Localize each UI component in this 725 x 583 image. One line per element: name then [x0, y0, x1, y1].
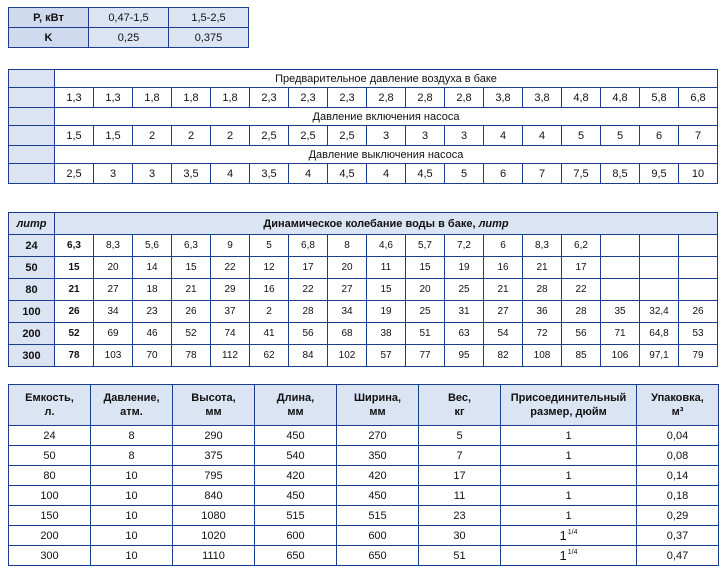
fluctuation-value: 108	[523, 345, 562, 367]
k-label: K	[9, 28, 89, 48]
specs-cell-conn	[501, 506, 637, 526]
specs-header-cell	[637, 385, 719, 426]
on-pressure-value: 1,5	[55, 126, 94, 146]
specs-cell-w: 270	[337, 426, 419, 446]
fluctuation-value	[601, 257, 640, 279]
fluctuation-value: 27	[94, 279, 133, 301]
specs-cell-wt: 11	[419, 486, 501, 506]
tank-specs-table	[8, 384, 719, 566]
fluctuation-value: 95	[445, 345, 484, 367]
specs-cell-h: 290	[173, 426, 255, 446]
off-pressure-title-row	[9, 146, 718, 164]
specs-cell-press: 10	[91, 506, 173, 526]
off-pressure-value: 4,5	[328, 164, 367, 184]
pre-pressure-title-row	[9, 70, 718, 88]
fluctuation-value: 54	[484, 323, 523, 345]
off-pressure-value: 4	[289, 164, 328, 184]
header-line-2: мм	[369, 406, 386, 418]
specs-cell-cap: 150	[9, 506, 91, 526]
fluctuation-value: 16	[484, 257, 523, 279]
specs-cell-w: 650	[337, 546, 419, 566]
specs-cell-w: 350	[337, 446, 419, 466]
specs-cell-l: 650	[255, 546, 337, 566]
fluctuation-value: 17	[289, 257, 328, 279]
connection-size: 1	[565, 429, 572, 442]
on-pressure-value: 4	[484, 126, 523, 146]
header-line-1: Присоединительный	[510, 392, 627, 404]
pre-pressure-value: 4,8	[562, 88, 601, 108]
specs-cell-press: 10	[91, 526, 173, 546]
header-line-1: Высота,	[191, 392, 236, 404]
off-pressure-value: 2,5	[55, 164, 94, 184]
fluctuation-value: 7,2	[445, 235, 484, 257]
specs-cell-conn	[501, 546, 637, 566]
volume-label: 300	[9, 345, 55, 367]
fluctuation-value: 26	[679, 301, 718, 323]
pre-pressure-value: 1,3	[94, 88, 133, 108]
fluctuation-value: 15	[406, 257, 445, 279]
specs-cell-l: 600	[255, 526, 337, 546]
specs-header-cell	[173, 385, 255, 426]
dynamic-row	[9, 257, 718, 279]
fluctuation-value: 28	[289, 301, 328, 323]
connection-size: 1	[565, 469, 572, 482]
fluctuation-value: 38	[367, 323, 406, 345]
fluctuation-value: 6,2	[562, 235, 601, 257]
specs-row	[9, 526, 719, 546]
fluctuation-value: 69	[94, 323, 133, 345]
fluctuation-value: 36	[523, 301, 562, 323]
specs-cell-wt: 7	[419, 446, 501, 466]
specs-cell-press: 10	[91, 486, 173, 506]
pre-pressure-value: 4,8	[601, 88, 640, 108]
dynamic-title-main: Динамическое колебание воды в баке,	[263, 217, 476, 230]
fluctuation-value: 68	[328, 323, 367, 345]
on-pressure-value: 7	[679, 126, 718, 146]
fluctuation-value: 9	[211, 235, 250, 257]
specs-cell-conn	[501, 466, 637, 486]
pre-pressure-value: 1,8	[172, 88, 211, 108]
volume-label: 200	[9, 323, 55, 345]
power-range-2: 1,5-2,5	[169, 8, 249, 28]
specs-cell-wt: 23	[419, 506, 501, 526]
specs-cell-l: 450	[255, 426, 337, 446]
fluctuation-value: 32,4	[640, 301, 679, 323]
fluctuation-value: 21	[55, 279, 94, 301]
fluctuation-value: 112	[211, 345, 250, 367]
fluctuation-value: 21	[172, 279, 211, 301]
pre-pressure-value: 6,8	[679, 88, 718, 108]
fluctuation-value: 8,3	[523, 235, 562, 257]
fluctuation-value: 63	[445, 323, 484, 345]
header-line-1: Длина,	[276, 392, 315, 404]
fluctuation-value: 5	[250, 235, 289, 257]
fluctuation-value: 19	[367, 301, 406, 323]
fluctuation-value: 102	[328, 345, 367, 367]
dynamic-row	[9, 279, 718, 301]
k-row	[9, 28, 249, 48]
fluctuation-value: 20	[94, 257, 133, 279]
pre-pressure-title: Предварительное давление воздуха в баке	[55, 70, 718, 88]
fluctuation-value	[640, 279, 679, 301]
specs-header-cell	[91, 385, 173, 426]
off-pressure-values-row	[9, 164, 718, 184]
fluctuation-value: 5,7	[406, 235, 445, 257]
off-pressure-value: 5	[445, 164, 484, 184]
fluctuation-value: 6,8	[289, 235, 328, 257]
pressure-table	[8, 69, 718, 184]
connection-size: 1	[565, 489, 572, 502]
on-pressure-title-row	[9, 108, 718, 126]
specs-cell-cap: 300	[9, 546, 91, 566]
fluctuation-value	[601, 279, 640, 301]
specs-cell-l: 420	[255, 466, 337, 486]
specs-row	[9, 546, 719, 566]
header-line-2: мм	[205, 406, 222, 418]
fluctuation-value: 52	[172, 323, 211, 345]
fluctuation-value: 56	[289, 323, 328, 345]
fluctuation-value: 64,8	[640, 323, 679, 345]
connection-size: 1	[559, 528, 567, 543]
fluctuation-value: 51	[406, 323, 445, 345]
fluctuation-value: 53	[679, 323, 718, 345]
volume-label: 100	[9, 301, 55, 323]
on-pressure-value: 2,5	[250, 126, 289, 146]
fluctuation-value: 8	[328, 235, 367, 257]
on-pressure-value: 2	[172, 126, 211, 146]
fluctuation-value	[679, 257, 718, 279]
header-line-2: размер, дюйм	[530, 406, 607, 418]
row-label-cell	[9, 70, 55, 88]
pre-pressure-value: 3,8	[523, 88, 562, 108]
on-pressure-value: 2	[133, 126, 172, 146]
specs-cell-conn	[501, 426, 637, 446]
fluctuation-value	[640, 235, 679, 257]
header-line-1: Ширина,	[353, 392, 402, 404]
power-row	[9, 8, 249, 28]
dynamic-row	[9, 345, 718, 367]
fluctuation-value: 23	[133, 301, 172, 323]
header-line-2: л.	[44, 406, 55, 418]
fluctuation-value	[679, 235, 718, 257]
pre-pressure-value: 2,3	[289, 88, 328, 108]
dynamic-title	[55, 213, 718, 235]
connection-fraction: 1/4	[567, 549, 578, 556]
fluctuation-value: 35	[601, 301, 640, 323]
fluctuation-value: 84	[289, 345, 328, 367]
row-label-cell	[9, 108, 55, 126]
fluctuation-value: 6	[484, 235, 523, 257]
fluctuation-value: 41	[250, 323, 289, 345]
specs-cell-cap: 80	[9, 466, 91, 486]
on-pressure-value: 2	[211, 126, 250, 146]
pre-pressure-value: 1,8	[133, 88, 172, 108]
row-label-cell	[9, 164, 55, 184]
fluctuation-value: 16	[250, 279, 289, 301]
dynamic-row	[9, 235, 718, 257]
header-line-1: Вес,	[447, 392, 472, 404]
specs-cell-pack: 0,29	[637, 506, 719, 526]
pre-pressure-value: 1,3	[55, 88, 94, 108]
specs-cell-w: 600	[337, 526, 419, 546]
fluctuation-value: 25	[406, 301, 445, 323]
specs-row	[9, 506, 719, 526]
fluctuation-value: 27	[484, 301, 523, 323]
fluctuation-value: 28	[562, 301, 601, 323]
power-range-1: 0,47-1,5	[89, 8, 169, 28]
pre-pressure-value: 2,8	[367, 88, 406, 108]
off-pressure-value: 3	[94, 164, 133, 184]
fluctuation-value: 29	[211, 279, 250, 301]
specs-header-cell	[419, 385, 501, 426]
specs-cell-wt: 30	[419, 526, 501, 546]
power-coefficient-table	[8, 7, 249, 48]
specs-header-cell	[255, 385, 337, 426]
off-pressure-value: 4	[211, 164, 250, 184]
fluctuation-value: 20	[328, 257, 367, 279]
on-pressure-value: 5	[562, 126, 601, 146]
fluctuation-value: 6,3	[172, 235, 211, 257]
specs-cell-pack: 0,04	[637, 426, 719, 446]
fluctuation-value: 62	[250, 345, 289, 367]
on-pressure-value: 1,5	[94, 126, 133, 146]
volume-label: 24	[9, 235, 55, 257]
specs-cell-wt: 17	[419, 466, 501, 486]
specs-row	[9, 446, 719, 466]
specs-header-row	[9, 385, 719, 426]
on-pressure-value: 2,5	[289, 126, 328, 146]
specs-cell-pack: 0,14	[637, 466, 719, 486]
off-pressure-value: 3,5	[250, 164, 289, 184]
off-pressure-value: 6	[484, 164, 523, 184]
specs-cell-cap: 24	[9, 426, 91, 446]
fluctuation-value: 15	[172, 257, 211, 279]
fluctuation-value: 70	[133, 345, 172, 367]
fluctuation-value: 15	[367, 279, 406, 301]
fluctuation-value: 34	[94, 301, 133, 323]
fluctuation-value: 11	[367, 257, 406, 279]
fluctuation-value: 12	[250, 257, 289, 279]
fluctuation-value: 5,6	[133, 235, 172, 257]
connection-size: 1	[565, 449, 572, 462]
off-pressure-value: 3,5	[172, 164, 211, 184]
row-label-cell	[9, 146, 55, 164]
on-pressure-value: 3	[367, 126, 406, 146]
off-pressure-value: 4	[367, 164, 406, 184]
specs-cell-h: 840	[173, 486, 255, 506]
fluctuation-value: 52	[55, 323, 94, 345]
fluctuation-value: 8,3	[94, 235, 133, 257]
fluctuation-value	[640, 257, 679, 279]
off-pressure-value: 7,5	[562, 164, 601, 184]
fluctuation-value: 106	[601, 345, 640, 367]
off-pressure-value: 7	[523, 164, 562, 184]
specs-cell-wt: 5	[419, 426, 501, 446]
specs-row	[9, 486, 719, 506]
fluctuation-value: 28	[523, 279, 562, 301]
pre-pressure-value: 2,8	[406, 88, 445, 108]
fluctuation-value: 85	[562, 345, 601, 367]
specs-cell-press: 8	[91, 426, 173, 446]
specs-cell-wt: 51	[419, 546, 501, 566]
fluctuation-value: 46	[133, 323, 172, 345]
fluctuation-value: 25	[445, 279, 484, 301]
header-line-1: Емкость,	[25, 392, 74, 404]
specs-cell-cap: 50	[9, 446, 91, 466]
fluctuation-value	[679, 279, 718, 301]
on-pressure-value: 3	[406, 126, 445, 146]
specs-cell-pack: 0,08	[637, 446, 719, 466]
pre-pressure-values-row	[9, 88, 718, 108]
pre-pressure-value: 2,3	[328, 88, 367, 108]
row-label-cell	[9, 88, 55, 108]
header-line-2: мм	[287, 406, 304, 418]
specs-cell-pack: 0,37	[637, 526, 719, 546]
specs-row	[9, 466, 719, 486]
row-label-cell	[9, 126, 55, 146]
specs-cell-l: 515	[255, 506, 337, 526]
specs-cell-pack: 0,18	[637, 486, 719, 506]
dynamic-title-unit: литр	[478, 217, 509, 230]
specs-cell-press: 8	[91, 446, 173, 466]
specs-cell-l: 450	[255, 486, 337, 506]
volume-label: 50	[9, 257, 55, 279]
dynamic-row	[9, 323, 718, 345]
pre-pressure-value: 5,8	[640, 88, 679, 108]
off-pressure-value: 8,5	[601, 164, 640, 184]
specs-cell-w: 515	[337, 506, 419, 526]
fluctuation-value: 97,1	[640, 345, 679, 367]
fluctuation-value: 78	[172, 345, 211, 367]
fluctuation-value: 17	[562, 257, 601, 279]
dynamic-fluctuation-table	[8, 212, 718, 367]
fluctuation-value: 21	[523, 257, 562, 279]
off-pressure-value: 3	[133, 164, 172, 184]
specs-cell-conn	[501, 446, 637, 466]
corner-unit-label: литр	[9, 213, 55, 235]
specs-cell-press: 10	[91, 546, 173, 566]
specs-cell-conn	[501, 526, 637, 546]
volume-label: 80	[9, 279, 55, 301]
fluctuation-value: 2	[250, 301, 289, 323]
fluctuation-value: 72	[523, 323, 562, 345]
specs-cell-h: 795	[173, 466, 255, 486]
on-pressure-value: 2,5	[328, 126, 367, 146]
fluctuation-value: 15	[55, 257, 94, 279]
specs-cell-press: 10	[91, 466, 173, 486]
connection-fraction: 1/4	[567, 529, 578, 536]
specs-cell-cap: 100	[9, 486, 91, 506]
fluctuation-value: 37	[211, 301, 250, 323]
specs-cell-l: 540	[255, 446, 337, 466]
off-pressure-title: Давление выключения насоса	[55, 146, 718, 164]
specs-header-cell	[9, 385, 91, 426]
specs-cell-h: 375	[173, 446, 255, 466]
pre-pressure-value: 1,8	[211, 88, 250, 108]
dynamic-header-row	[9, 213, 718, 235]
fluctuation-value: 27	[328, 279, 367, 301]
off-pressure-value: 4,5	[406, 164, 445, 184]
fluctuation-value: 71	[601, 323, 640, 345]
off-pressure-value: 9,5	[640, 164, 679, 184]
fluctuation-value: 4,6	[367, 235, 406, 257]
on-pressure-title: Давление включения насоса	[55, 108, 718, 126]
pre-pressure-value: 2,3	[250, 88, 289, 108]
connection-size: 1	[559, 548, 567, 563]
fluctuation-value: 21	[484, 279, 523, 301]
specs-cell-h: 1080	[173, 506, 255, 526]
header-line-2: м³	[671, 406, 684, 418]
fluctuation-value: 20	[406, 279, 445, 301]
on-pressure-value: 3	[445, 126, 484, 146]
fluctuation-value: 19	[445, 257, 484, 279]
dynamic-row	[9, 301, 718, 323]
k-value-2: 0,375	[169, 28, 249, 48]
fluctuation-value: 78	[55, 345, 94, 367]
specs-cell-pack: 0,47	[637, 546, 719, 566]
fluctuation-value: 26	[172, 301, 211, 323]
specs-cell-w: 450	[337, 486, 419, 506]
fluctuation-value: 74	[211, 323, 250, 345]
specs-cell-conn	[501, 486, 637, 506]
fluctuation-value: 79	[679, 345, 718, 367]
k-value-1: 0,25	[89, 28, 169, 48]
fluctuation-value: 6,3	[55, 235, 94, 257]
header-line-1: Давление,	[103, 392, 160, 404]
fluctuation-value: 18	[133, 279, 172, 301]
specs-row	[9, 426, 719, 446]
fluctuation-value: 22	[211, 257, 250, 279]
header-line-1: Упаковка,	[651, 392, 704, 404]
fluctuation-value: 57	[367, 345, 406, 367]
connection-size: 1	[565, 509, 572, 522]
fluctuation-value: 103	[94, 345, 133, 367]
fluctuation-value	[601, 235, 640, 257]
specs-cell-cap: 200	[9, 526, 91, 546]
header-line-2: атм.	[120, 406, 143, 418]
fluctuation-value: 22	[289, 279, 328, 301]
fluctuation-value: 82	[484, 345, 523, 367]
on-pressure-value: 4	[523, 126, 562, 146]
fluctuation-value: 31	[445, 301, 484, 323]
fluctuation-value: 56	[562, 323, 601, 345]
fluctuation-value: 14	[133, 257, 172, 279]
pre-pressure-value: 3,8	[484, 88, 523, 108]
off-pressure-value: 10	[679, 164, 718, 184]
header-line-2: кг	[454, 406, 465, 418]
pre-pressure-value: 2,8	[445, 88, 484, 108]
specs-cell-h: 1110	[173, 546, 255, 566]
fluctuation-value: 34	[328, 301, 367, 323]
fluctuation-value: 26	[55, 301, 94, 323]
on-pressure-value: 6	[640, 126, 679, 146]
fluctuation-value: 77	[406, 345, 445, 367]
specs-cell-h: 1020	[173, 526, 255, 546]
on-pressure-value: 5	[601, 126, 640, 146]
power-label: P, кВт	[9, 8, 89, 28]
on-pressure-values-row	[9, 126, 718, 146]
fluctuation-value: 22	[562, 279, 601, 301]
specs-cell-w: 420	[337, 466, 419, 486]
specs-header-cell	[337, 385, 419, 426]
specs-header-cell	[501, 385, 637, 426]
